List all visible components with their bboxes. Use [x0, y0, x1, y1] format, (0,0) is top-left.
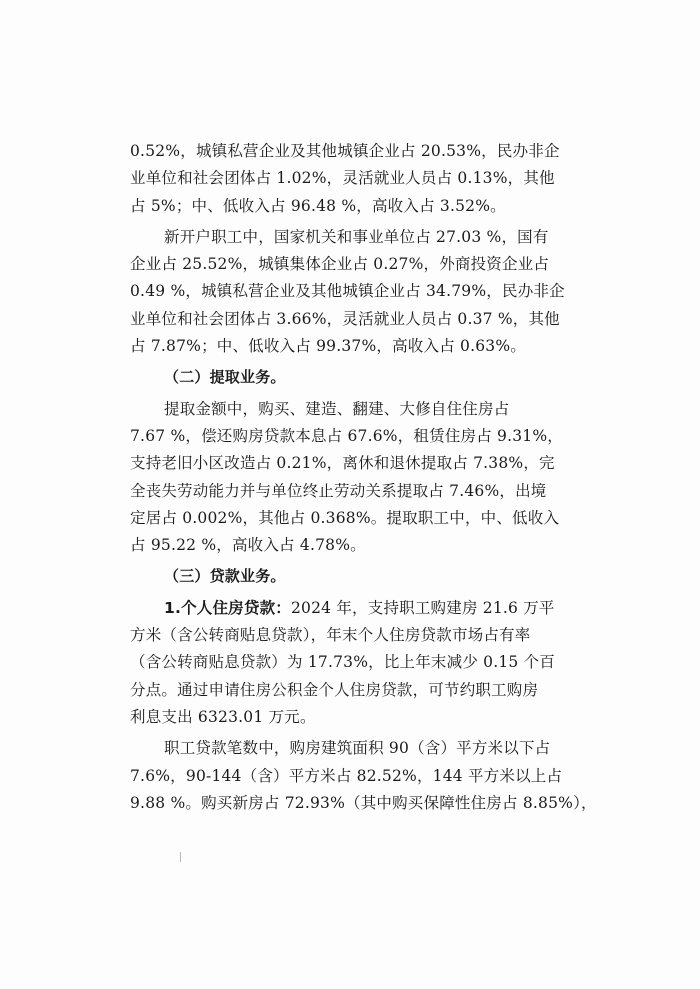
text-line: 占 95.22 %，高收入占 4.78%。: [130, 536, 366, 555]
text-line: 职工贷款笔数中，购房建筑面积 90（含）平方米以下占: [164, 739, 551, 758]
text-line: 支持老旧小区改造占 0.21%，离休和退休提取占 7.38%，完: [130, 454, 555, 473]
text-line: 占 7.87%；中、低收入占 99.37%，高收入占 0.63%。: [130, 337, 526, 356]
paragraph-new-accounts: [130, 224, 576, 360]
subheading-personal-loans: 1.个人住房贷款：: [164, 598, 291, 617]
paragraph-account-composition: [130, 138, 576, 220]
text-line: 7.67 %，偿还购房贷款本息占 67.6%，租赁住房占 9.31%，: [130, 426, 564, 445]
text-line: 企业占 25.52%，城镇集体企业占 0.27%，外商投资企业占: [130, 255, 550, 274]
text-line: 利息支出 6323.01 万元。: [130, 707, 316, 726]
section-heading-withdrawal: （二）提取业务。: [164, 368, 286, 387]
text-line: [130, 595, 576, 622]
section-heading-loans: （三）贷款业务。: [164, 567, 286, 586]
text-line: 提取金额中，购买、建造、翻建、大修自住住房占: [164, 399, 510, 418]
text-line: 占 5%；中、低收入占 96.48 %，高收入占 3.52%。: [130, 196, 506, 215]
text-line: 业单位和社会团体占 3.66%，灵活就业人员占 0.37 %，其他: [130, 309, 560, 328]
paragraph-personal-housing-loans: [130, 595, 576, 731]
paragraph-loan-counts: [130, 735, 597, 817]
text-line: 7.6%，90-144（含）平方米占 82.52%，144 平方米以上占: [130, 766, 563, 785]
text-line: 0.49 %，城镇私营企业及其他城镇企业占 34.79%，民办非企: [130, 282, 565, 301]
paragraph-withdrawal: [130, 396, 576, 560]
text-line: 0.52%，城镇私营企业及其他城镇企业占 20.53%，民办非企: [130, 142, 560, 160]
text-line: 分点。通过申请住房公积金个人住房贷款，可节约职工购房: [130, 680, 539, 699]
document-body: [130, 138, 597, 817]
scan-mark: [180, 852, 181, 862]
text-line: 全丧失劳动能力并与单位终止劳动关系提取占 7.46%，出境: [130, 481, 547, 500]
text-line: 9.88 %。购买新房占 72.93%（其中购买保障性住房占 8.85%），: [130, 793, 597, 812]
text-span: 2024 年，支持职工购建房 21.6 万平: [290, 598, 555, 617]
text-line: （含公转商贴息贷款）为 17.73%，比上年末减少 0.15 个百: [130, 653, 555, 672]
text-line: 定居占 0.002%，其他占 0.368%。提取职工中，中、低收入: [130, 508, 560, 527]
text-line: 业单位和社会团体占 1.02%，灵活就业人员占 0.13%，其他: [130, 169, 555, 188]
text-line: 方米（含公转商贴息贷款），年末个人住房贷款市场占有率: [130, 626, 531, 645]
text-line: 新开户职工中，国家机关和事业单位占 27.03 %，国有: [164, 227, 549, 246]
